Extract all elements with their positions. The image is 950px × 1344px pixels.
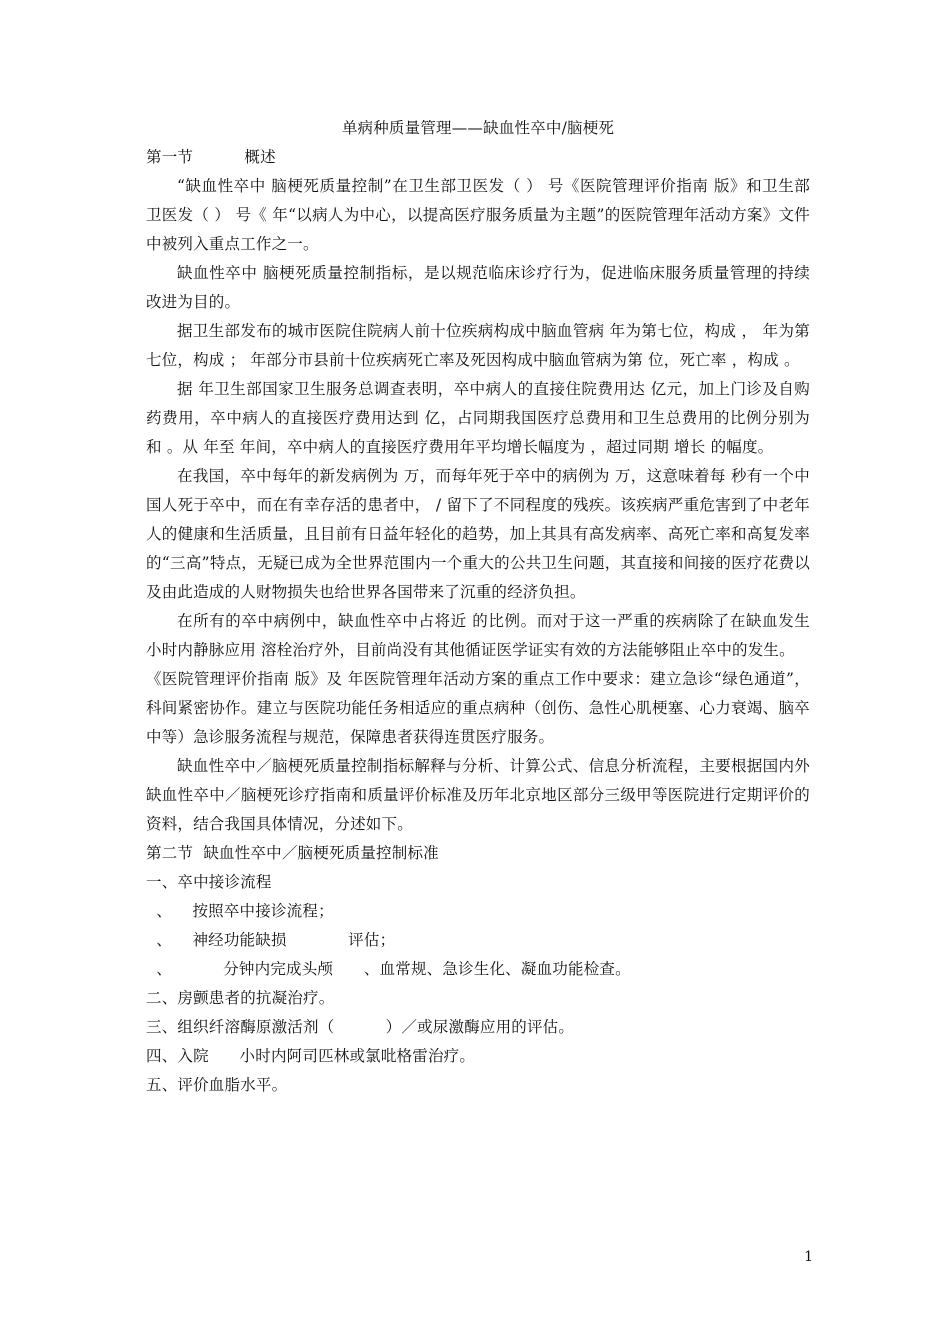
list-item: 五、评价血脂水平。 — [146, 1076, 288, 1094]
paragraph: “缺血性卒中 脑梗死质量控制”在卫生部卫医发（ ） 号《医院管理评价指南 版》和卫生部卫医发（ ） 号《 年“以病人为中心，以提高医疗服务质量为主题”的医院管理年活动方案》文件中被列入重点工作之一。 — [146, 177, 810, 253]
list-item: 一、卒中接诊流程 — [146, 873, 272, 891]
page-number: 1 — [804, 1249, 813, 1265]
list-item: 二、房颤患者的抗凝治疗。 — [146, 989, 335, 1007]
paragraph: 在所有的卒中病例中，缺血性卒中占将近 的比例。而对于这一严重的疾病除了在缺血发生 小时内静脉应用 溶栓治疗外，目前尚没有其他循证医学证实有效的方法能够阻止卒中的发生。 — [146, 612, 810, 659]
paragraph: 据 年卫生部国家卫生服务总调查表明，卒中病人的直接住院费用达 亿元，加上门诊及自购药费用，卒中病人的直接医疗费用达到 亿，占同期我国医疗总费用和卫生总费用的比例分别为 和 。从 年至 年间，卒中病人的直接医疗费用年平均增长幅度为 ，超过同期 增长 的幅度。 — [146, 380, 810, 456]
section-heading-standards: 第二节 缺血性卒中／脑梗死质量控制标准 — [146, 844, 439, 862]
document-title: 单病种质量管理——缺血性卒中/脑梗死 — [341, 119, 615, 137]
list-item: 、 按照卒中接诊流程； — [146, 902, 334, 920]
paragraph: 据卫生部发布的城市医院住院病人前十位疾病构成中脑血管病 年为第七位，构成 ， 年为第七位，构成 ； 年部分市县前十位疾病死亡率及死因构成中脑血管病为第 位，死亡率 ，构成 。 — [146, 322, 810, 369]
document-body — [146, 114, 810, 1100]
list-item: 四、入院 小时内阿司匹林或氯吡格雷治疗。 — [146, 1047, 476, 1065]
paragraph: 缺血性卒中 脑梗死质量控制指标，是以规范临床诊疗行为，促进临床服务质量管理的持续改进为目的。 — [146, 264, 810, 311]
paragraph: 在我国，卒中每年的新发病例为 万，而每年死于卒中的病例为 万，这意味着每 秒有一个中国人死于卒中，而在有幸存活的患者中， / 留下了不同程度的残疾。该疾病严重危害到了中老年人的健康和生活质量，且目前有日益年轻化的趋势，加上其具有高发病率、高死亡率和高复发率的“三高”特点，无疑已成为全世界范围内一个重大的公共卫生问题，其直接和间接的医疗花费以及由此造成的人财物损失也给世界各国带来了沉重的经济负担。 — [146, 467, 810, 601]
paragraph: 《医院管理评价指南 版》及 年医院管理年活动方案的重点工作中要求：建立急诊“绿色通道”，科间紧密协作。建立与医院功能任务相适应的重点病种（创伤、急性心肌梗塞、心力衰竭、脑卒中等）急诊服务流程与规范，保障患者获得连贯医疗服务。 — [146, 670, 810, 746]
list-item: 、 神经功能缺损 评估； — [146, 931, 396, 949]
list-item: 、 分钟内完成头颅 、血常规、急诊生化、凝血功能检查。 — [146, 960, 631, 978]
paragraph: 缺血性卒中／脑梗死质量控制指标解释与分析、计算公式、信息分析流程，主要根据国内外缺血性卒中／脑梗死诊疗指南和质量评价标准及历年北京地区部分三级甲等医院进行定期评价的资料，结合我国具体情况，分述如下。 — [146, 757, 810, 833]
list-item: 三、组织纤溶酶原激活剂（ ）／或尿激酶应用的评估。 — [146, 1018, 575, 1036]
section-heading-overview: 第一节 概述 — [146, 148, 276, 166]
